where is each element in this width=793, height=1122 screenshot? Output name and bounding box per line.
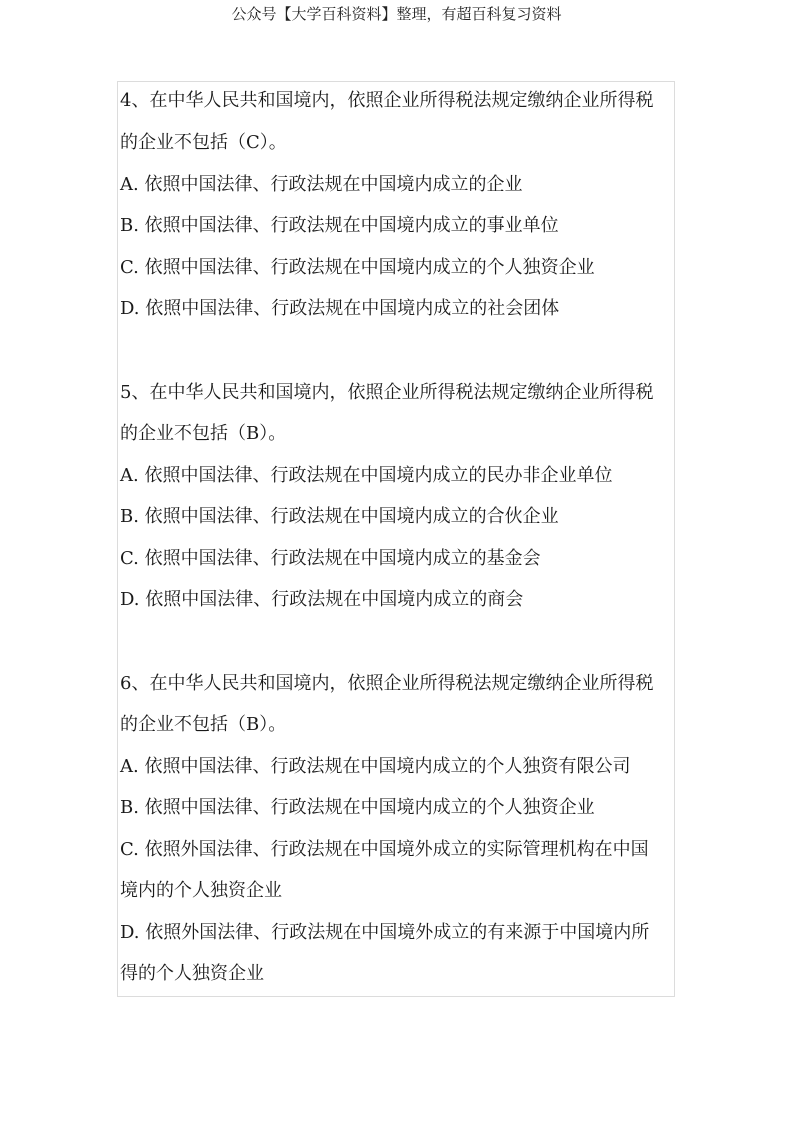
question-6-stem-cont: 的企业不包括（B）。: [120, 714, 287, 735]
question-6-option-c: C. 依照外国法律、行政法规在中国境外成立的实际管理机构在中国: [120, 839, 649, 860]
question-6-option-b: B. 依照中国法律、行政法规在中国境内成立的个人独资企业: [120, 797, 595, 818]
question-6-option-d: D. 依照外国法律、行政法规在中国境外成立的有来源于中国境内所: [120, 922, 650, 943]
question-6-stem: 6、在中华人民共和国境内，依照企业所得税法规定缴纳企业所得税: [120, 673, 654, 694]
question-4-option-c: C. 依照中国法律、行政法规在中国境内成立的个人独资企业: [120, 257, 595, 278]
question-5-option-a: A. 依照中国法律、行政法规在中国境内成立的民办非企业单位: [120, 465, 613, 486]
question-6-option-d-cont: 得的个人独资企业: [120, 963, 264, 984]
question-4-option-a: A. 依照中国法律、行政法规在中国境内成立的企业: [120, 174, 523, 195]
question-6-option-c-cont: 境内的个人独资企业: [120, 880, 282, 901]
question-5-stem-cont: 的企业不包括（B）。: [120, 423, 287, 444]
question-4-option-d: D. 依照中国法律、行政法规在中国境内成立的社会团体: [120, 298, 560, 319]
question-4-option-b: B. 依照中国法律、行政法规在中国境内成立的事业单位: [120, 215, 559, 236]
question-5-option-d: D. 依照中国法律、行政法规在中国境内成立的商会: [120, 589, 524, 610]
question-6-option-a: A. 依照中国法律、行政法规在中国境内成立的个人独资有限公司: [120, 756, 631, 777]
question-5-option-b: B. 依照中国法律、行政法规在中国境内成立的合伙企业: [120, 506, 559, 527]
question-5-stem: 5、在中华人民共和国境内，依照企业所得税法规定缴纳企业所得税: [120, 382, 654, 403]
question-4-stem-cont: 的企业不包括（C）。: [120, 132, 287, 153]
question-4-stem: 4、在中华人民共和国境内，依照企业所得税法规定缴纳企业所得税: [120, 90, 654, 111]
question-5-option-c: C. 依照中国法律、行政法规在中国境内成立的基金会: [120, 548, 541, 569]
page-header: 公众号【大学百科资料】整理，有超百科复习资料: [231, 5, 562, 23]
